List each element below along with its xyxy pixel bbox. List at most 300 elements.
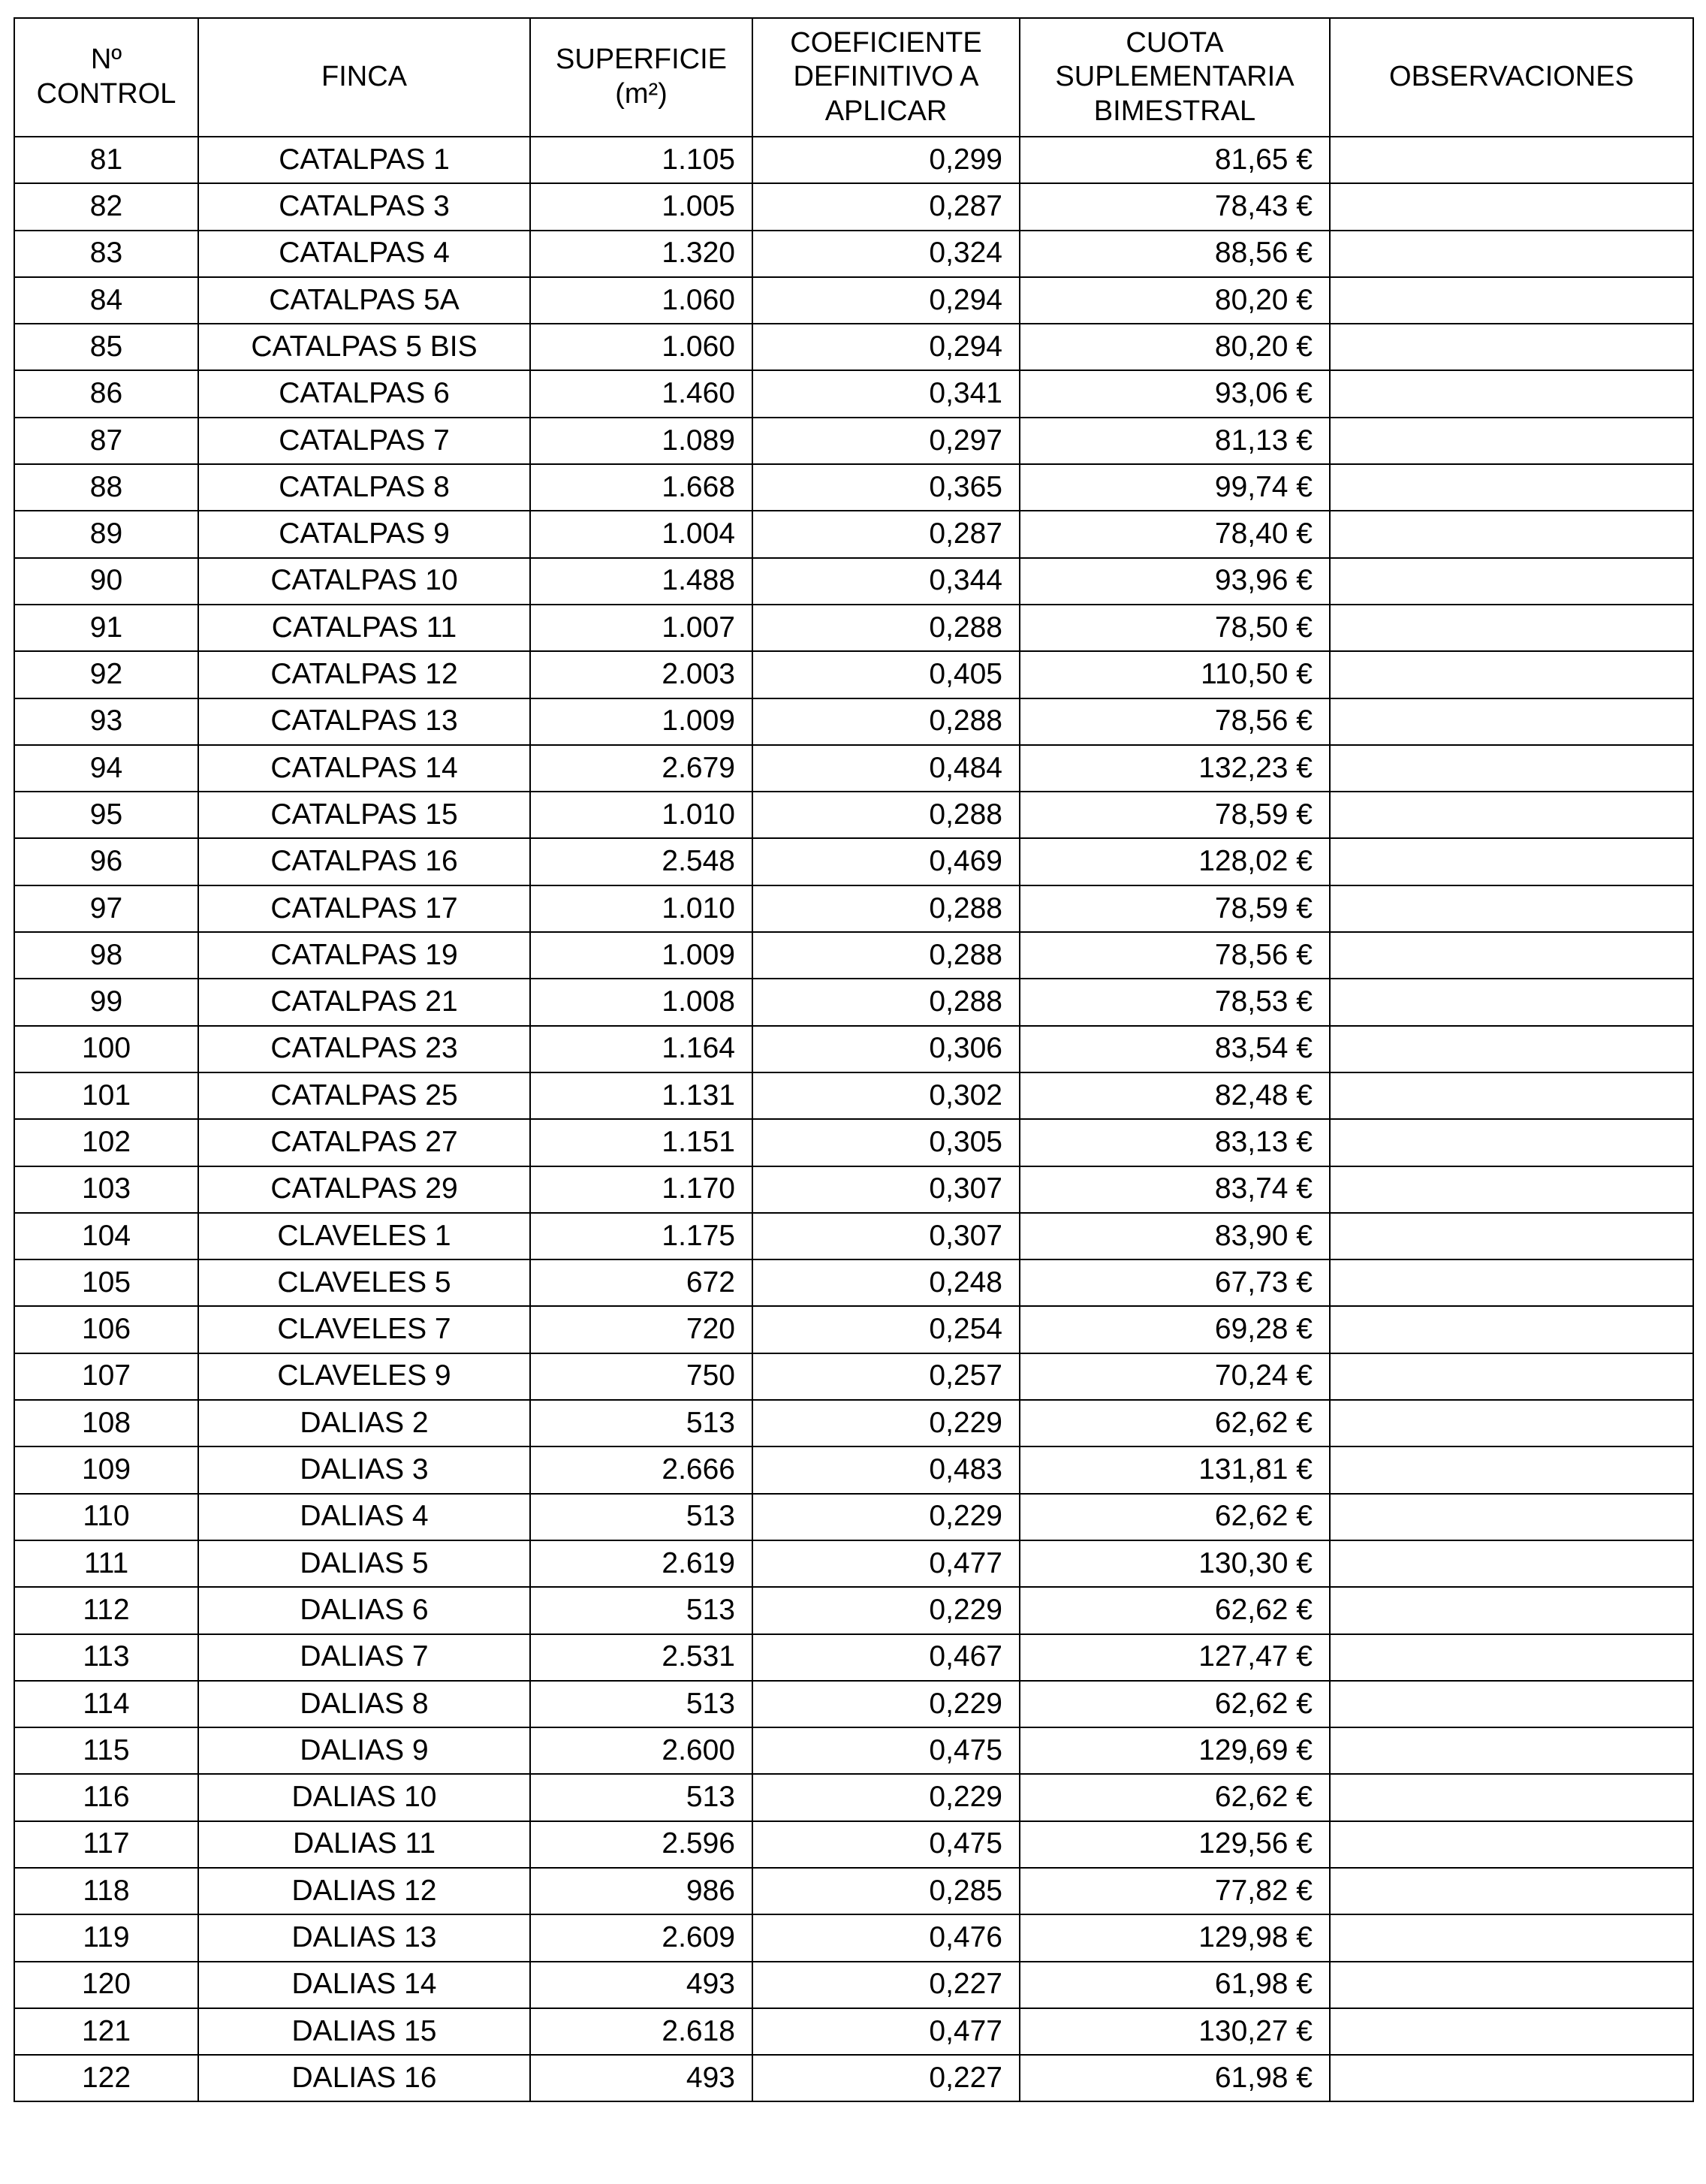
cell-observaciones (1330, 1727, 1693, 1774)
cell-superficie: 2.548 (530, 838, 752, 885)
header-cuota-line: CUOTA (1126, 26, 1224, 59)
cell-observaciones (1330, 2055, 1693, 2101)
header-cuota-line: SUPLEMENTARIA (1055, 61, 1295, 93)
header-finca-label: FINCA (321, 61, 407, 93)
cell-coeficiente: 0,305 (752, 1119, 1020, 1166)
cell-coeficiente: 0,227 (752, 2055, 1020, 2101)
table-row (14, 277, 1693, 324)
table-row (14, 2008, 1693, 2055)
cell-cuota: 83,90 € (1020, 1213, 1330, 1259)
cell-observaciones (1330, 885, 1693, 932)
cell-control: 104 (14, 1213, 198, 1259)
cell-finca: CATALPAS 5 BIS (198, 324, 530, 370)
cell-control: 93 (14, 698, 198, 745)
cell-cuota: 62,62 € (1020, 1494, 1330, 1540)
cell-coeficiente: 0,288 (752, 979, 1020, 1025)
cell-cuota: 93,96 € (1020, 558, 1330, 605)
table-row (14, 1962, 1693, 2008)
cell-control: 98 (14, 932, 198, 979)
cell-control: 118 (14, 1868, 198, 1914)
cell-cuota: 78,40 € (1020, 511, 1330, 557)
cell-observaciones (1330, 231, 1693, 277)
cell-cuota: 62,62 € (1020, 1774, 1330, 1821)
cell-observaciones (1330, 277, 1693, 324)
cell-observaciones (1330, 745, 1693, 792)
cell-superficie: 1.005 (530, 183, 752, 230)
cell-coeficiente: 0,288 (752, 698, 1020, 745)
cell-control: 90 (14, 558, 198, 605)
cell-superficie: 1.175 (530, 1213, 752, 1259)
cell-coeficiente: 0,477 (752, 2008, 1020, 2055)
table-row (14, 183, 1693, 230)
cell-cuota: 131,81 € (1020, 1446, 1330, 1493)
cell-control: 108 (14, 1400, 198, 1446)
cell-superficie: 1.460 (530, 370, 752, 417)
cell-finca: CATALPAS 9 (198, 511, 530, 557)
table-row (14, 231, 1693, 277)
cell-finca: CATALPAS 11 (198, 605, 530, 651)
header-coeficiente-line: APLICAR (824, 95, 948, 127)
cell-superficie: 2.619 (530, 1540, 752, 1587)
cell-coeficiente: 0,229 (752, 1774, 1020, 1821)
cell-observaciones (1330, 183, 1693, 230)
table-row (14, 464, 1693, 511)
cell-cuota: 80,20 € (1020, 324, 1330, 370)
cell-superficie: 1.060 (530, 277, 752, 324)
cell-finca: DALIAS 6 (198, 1587, 530, 1633)
cell-finca: CATALPAS 17 (198, 885, 530, 932)
table-row (14, 1821, 1693, 1868)
cell-control: 109 (14, 1446, 198, 1493)
cell-superficie: 1.008 (530, 979, 752, 1025)
table-row (14, 1727, 1693, 1774)
header-finca (198, 18, 530, 137)
cell-coeficiente: 0,254 (752, 1306, 1020, 1353)
cell-finca: DALIAS 11 (198, 1821, 530, 1868)
cell-superficie: 1.488 (530, 558, 752, 605)
cell-control: 115 (14, 1727, 198, 1774)
cell-observaciones (1330, 1821, 1693, 1868)
table-row (14, 1494, 1693, 1540)
cell-control: 111 (14, 1540, 198, 1587)
cell-finca: DALIAS 5 (198, 1540, 530, 1587)
cell-coeficiente: 0,467 (752, 1634, 1020, 1681)
cell-finca: DALIAS 8 (198, 1681, 530, 1727)
cell-observaciones (1330, 1774, 1693, 1821)
cell-observaciones (1330, 1072, 1693, 1119)
cell-cuota: 88,56 € (1020, 231, 1330, 277)
cell-superficie: 1.010 (530, 792, 752, 838)
cell-cuota: 78,56 € (1020, 698, 1330, 745)
cell-finca: CATALPAS 10 (198, 558, 530, 605)
cell-superficie: 2.531 (530, 1634, 752, 1681)
cell-cuota: 110,50 € (1020, 651, 1330, 698)
cell-cuota: 61,98 € (1020, 2055, 1330, 2101)
cell-cuota: 132,23 € (1020, 745, 1330, 792)
table-row (14, 1213, 1693, 1259)
table-row (14, 1026, 1693, 1072)
cell-superficie: 1.668 (530, 464, 752, 511)
cell-superficie: 2.618 (530, 2008, 752, 2055)
table-row (14, 1681, 1693, 1727)
cell-observaciones (1330, 1353, 1693, 1400)
cell-finca: CATALPAS 3 (198, 183, 530, 230)
cell-coeficiente: 0,405 (752, 651, 1020, 698)
cell-finca: DALIAS 2 (198, 1400, 530, 1446)
table-row (14, 745, 1693, 792)
cell-finca: DALIAS 14 (198, 1962, 530, 2008)
cell-cuota: 70,24 € (1020, 1353, 1330, 1400)
table-row (14, 324, 1693, 370)
cell-observaciones (1330, 137, 1693, 183)
cell-coeficiente: 0,294 (752, 324, 1020, 370)
cell-superficie: 1.060 (530, 324, 752, 370)
cell-control: 97 (14, 885, 198, 932)
cell-superficie: 986 (530, 1868, 752, 1914)
cell-finca: DALIAS 7 (198, 1634, 530, 1681)
table-row (14, 137, 1693, 183)
cell-cuota: 78,50 € (1020, 605, 1330, 651)
table-row (14, 1259, 1693, 1306)
cell-coeficiente: 0,248 (752, 1259, 1020, 1306)
cell-coeficiente: 0,229 (752, 1494, 1020, 1540)
cell-cuota: 129,56 € (1020, 1821, 1330, 1868)
cell-observaciones (1330, 1119, 1693, 1166)
cell-finca: CATALPAS 23 (198, 1026, 530, 1072)
header-cuota-line: BIMESTRAL (1093, 95, 1256, 127)
cell-superficie: 513 (530, 1494, 752, 1540)
cell-cuota: 78,59 € (1020, 792, 1330, 838)
cell-finca: DALIAS 15 (198, 2008, 530, 2055)
cell-observaciones (1330, 324, 1693, 370)
cell-control: 92 (14, 651, 198, 698)
cell-superficie: 1.089 (530, 418, 752, 464)
cell-coeficiente: 0,294 (752, 277, 1020, 324)
header-superficie (530, 18, 752, 137)
table-row (14, 1119, 1693, 1166)
table-row (14, 370, 1693, 417)
cell-control: 94 (14, 745, 198, 792)
cell-cuota: 62,62 € (1020, 1587, 1330, 1633)
cell-superficie: 2.600 (530, 1727, 752, 1774)
cell-cuota: 78,59 € (1020, 885, 1330, 932)
cell-control: 85 (14, 324, 198, 370)
cell-control: 119 (14, 1914, 198, 1961)
cell-finca: DALIAS 9 (198, 1727, 530, 1774)
cell-coeficiente: 0,483 (752, 1446, 1020, 1493)
cell-finca: CLAVELES 5 (198, 1259, 530, 1306)
cell-cuota: 78,43 € (1020, 183, 1330, 230)
table-body (14, 137, 1693, 2101)
table-row (14, 885, 1693, 932)
header-coeficiente-line: DEFINITIVO A (793, 61, 979, 93)
header-control (14, 18, 198, 137)
cell-coeficiente: 0,299 (752, 137, 1020, 183)
cell-cuota: 83,13 € (1020, 1119, 1330, 1166)
cell-observaciones (1330, 511, 1693, 557)
cell-cuota: 129,69 € (1020, 1727, 1330, 1774)
cell-finca: CATALPAS 4 (198, 231, 530, 277)
cell-observaciones (1330, 1259, 1693, 1306)
cell-observaciones (1330, 979, 1693, 1025)
table-row (14, 698, 1693, 745)
cell-observaciones (1330, 2008, 1693, 2055)
header-cuota (1020, 18, 1330, 137)
cell-finca: CLAVELES 7 (198, 1306, 530, 1353)
cell-coeficiente: 0,475 (752, 1821, 1020, 1868)
cell-cuota: 78,53 € (1020, 979, 1330, 1025)
fincas-table (14, 17, 1694, 2102)
cell-superficie: 2.609 (530, 1914, 752, 1961)
cell-cuota: 77,82 € (1020, 1868, 1330, 1914)
cell-superficie: 1.105 (530, 137, 752, 183)
cell-cuota: 82,48 € (1020, 1072, 1330, 1119)
cell-coeficiente: 0,229 (752, 1400, 1020, 1446)
cell-finca: DALIAS 13 (198, 1914, 530, 1961)
cell-coeficiente: 0,257 (752, 1353, 1020, 1400)
cell-superficie: 513 (530, 1587, 752, 1633)
cell-finca: DALIAS 16 (198, 2055, 530, 2101)
cell-observaciones (1330, 1166, 1693, 1213)
header-superficie-line: SUPERFICIE (555, 44, 728, 76)
cell-finca: CATALPAS 19 (198, 932, 530, 979)
table-row (14, 1540, 1693, 1587)
table-row (14, 651, 1693, 698)
cell-coeficiente: 0,306 (752, 1026, 1020, 1072)
cell-finca: CATALPAS 5A (198, 277, 530, 324)
cell-control: 88 (14, 464, 198, 511)
cell-observaciones (1330, 698, 1693, 745)
cell-control: 87 (14, 418, 198, 464)
cell-observaciones (1330, 1213, 1693, 1259)
table-row (14, 1446, 1693, 1493)
cell-cuota: 83,74 € (1020, 1166, 1330, 1213)
cell-superficie: 1.009 (530, 698, 752, 745)
cell-superficie: 1.010 (530, 885, 752, 932)
cell-finca: CATALPAS 29 (198, 1166, 530, 1213)
cell-superficie: 513 (530, 1774, 752, 1821)
cell-coeficiente: 0,476 (752, 1914, 1020, 1961)
cell-observaciones (1330, 605, 1693, 651)
cell-coeficiente: 0,477 (752, 1540, 1020, 1587)
cell-superficie: 1.131 (530, 1072, 752, 1119)
cell-coeficiente: 0,307 (752, 1213, 1020, 1259)
table-row (14, 1587, 1693, 1633)
cell-superficie: 493 (530, 1962, 752, 2008)
cell-control: 106 (14, 1306, 198, 1353)
cell-observaciones (1330, 1962, 1693, 2008)
cell-finca: CATALPAS 21 (198, 979, 530, 1025)
cell-superficie: 2.679 (530, 745, 752, 792)
cell-coeficiente: 0,297 (752, 418, 1020, 464)
cell-finca: CATALPAS 14 (198, 745, 530, 792)
cell-control: 96 (14, 838, 198, 885)
cell-control: 103 (14, 1166, 198, 1213)
cell-control: 107 (14, 1353, 198, 1400)
cell-observaciones (1330, 1540, 1693, 1587)
cell-observaciones (1330, 1400, 1693, 1446)
cell-finca: CATALPAS 16 (198, 838, 530, 885)
cell-control: 110 (14, 1494, 198, 1540)
table-row (14, 792, 1693, 838)
cell-observaciones (1330, 1914, 1693, 1961)
cell-coeficiente: 0,285 (752, 1868, 1020, 1914)
table-row (14, 1914, 1693, 1961)
cell-control: 81 (14, 137, 198, 183)
table-row (14, 511, 1693, 557)
cell-finca: CATALPAS 15 (198, 792, 530, 838)
cell-cuota: 99,74 € (1020, 464, 1330, 511)
cell-superficie: 1.009 (530, 932, 752, 979)
cell-cuota: 81,13 € (1020, 418, 1330, 464)
cell-observaciones (1330, 370, 1693, 417)
cell-superficie: 493 (530, 2055, 752, 2101)
cell-cuota: 130,30 € (1020, 1540, 1330, 1587)
cell-superficie: 1.004 (530, 511, 752, 557)
cell-finca: DALIAS 12 (198, 1868, 530, 1914)
cell-cuota: 129,98 € (1020, 1914, 1330, 1961)
header-coeficiente (752, 18, 1020, 137)
cell-finca: DALIAS 4 (198, 1494, 530, 1540)
cell-control: 84 (14, 277, 198, 324)
cell-observaciones (1330, 792, 1693, 838)
cell-coeficiente: 0,344 (752, 558, 1020, 605)
cell-finca: CATALPAS 8 (198, 464, 530, 511)
cell-observaciones (1330, 1634, 1693, 1681)
cell-cuota: 128,02 € (1020, 838, 1330, 885)
table-row (14, 1774, 1693, 1821)
table-row (14, 2055, 1693, 2101)
cell-cuota: 67,73 € (1020, 1259, 1330, 1306)
table-row (14, 838, 1693, 885)
cell-coeficiente: 0,287 (752, 511, 1020, 557)
cell-superficie: 1.164 (530, 1026, 752, 1072)
cell-coeficiente: 0,288 (752, 932, 1020, 979)
cell-cuota: 62,62 € (1020, 1400, 1330, 1446)
cell-finca: CLAVELES 1 (198, 1213, 530, 1259)
cell-coeficiente: 0,229 (752, 1681, 1020, 1727)
cell-finca: CATALPAS 1 (198, 137, 530, 183)
cell-control: 122 (14, 2055, 198, 2101)
table-row (14, 418, 1693, 464)
cell-cuota: 61,98 € (1020, 1962, 1330, 2008)
table-row (14, 1072, 1693, 1119)
cell-control: 86 (14, 370, 198, 417)
cell-cuota: 80,20 € (1020, 277, 1330, 324)
cell-superficie: 672 (530, 1259, 752, 1306)
cell-cuota: 81,65 € (1020, 137, 1330, 183)
cell-observaciones (1330, 1681, 1693, 1727)
cell-cuota: 78,56 € (1020, 932, 1330, 979)
cell-control: 101 (14, 1072, 198, 1119)
cell-coeficiente: 0,227 (752, 1962, 1020, 2008)
cell-superficie: 720 (530, 1306, 752, 1353)
cell-superficie: 2.003 (530, 651, 752, 698)
header-superficie-line: (m²) (615, 78, 668, 110)
cell-cuota: 127,47 € (1020, 1634, 1330, 1681)
cell-control: 113 (14, 1634, 198, 1681)
table-row (14, 1306, 1693, 1353)
cell-control: 116 (14, 1774, 198, 1821)
cell-control: 95 (14, 792, 198, 838)
header-observaciones (1330, 18, 1693, 137)
cell-coeficiente: 0,324 (752, 231, 1020, 277)
cell-control: 91 (14, 605, 198, 651)
cell-finca: CATALPAS 7 (198, 418, 530, 464)
cell-control: 105 (14, 1259, 198, 1306)
cell-control: 121 (14, 2008, 198, 2055)
cell-finca: DALIAS 3 (198, 1446, 530, 1493)
header-control-line: CONTROL (36, 78, 176, 110)
table-row (14, 605, 1693, 651)
cell-finca: DALIAS 10 (198, 1774, 530, 1821)
cell-coeficiente: 0,288 (752, 885, 1020, 932)
cell-coeficiente: 0,288 (752, 792, 1020, 838)
cell-coeficiente: 0,341 (752, 370, 1020, 417)
cell-finca: CLAVELES 9 (198, 1353, 530, 1400)
cell-observaciones (1330, 464, 1693, 511)
cell-observaciones (1330, 1494, 1693, 1540)
cell-coeficiente: 0,302 (752, 1072, 1020, 1119)
cell-coeficiente: 0,307 (752, 1166, 1020, 1213)
header-row (14, 18, 1693, 137)
header-control-line: Nº (90, 44, 122, 76)
cell-coeficiente: 0,229 (752, 1587, 1020, 1633)
cell-superficie: 1.151 (530, 1119, 752, 1166)
cell-superficie: 1.170 (530, 1166, 752, 1213)
cell-finca: CATALPAS 27 (198, 1119, 530, 1166)
cell-superficie: 513 (530, 1681, 752, 1727)
cell-observaciones (1330, 932, 1693, 979)
cell-finca: CATALPAS 25 (198, 1072, 530, 1119)
cell-superficie: 1.007 (530, 605, 752, 651)
cell-superficie: 513 (530, 1400, 752, 1446)
cell-cuota: 93,06 € (1020, 370, 1330, 417)
cell-cuota: 130,27 € (1020, 2008, 1330, 2055)
table-row (14, 1353, 1693, 1400)
cell-observaciones (1330, 1026, 1693, 1072)
cell-cuota: 62,62 € (1020, 1681, 1330, 1727)
cell-observaciones (1330, 418, 1693, 464)
cell-control: 112 (14, 1587, 198, 1633)
cell-coeficiente: 0,484 (752, 745, 1020, 792)
table-row (14, 932, 1693, 979)
cell-control: 100 (14, 1026, 198, 1072)
cell-observaciones (1330, 1587, 1693, 1633)
cell-control: 120 (14, 1962, 198, 2008)
cell-control: 99 (14, 979, 198, 1025)
table-row (14, 1868, 1693, 1914)
cell-coeficiente: 0,288 (752, 605, 1020, 651)
cell-coeficiente: 0,469 (752, 838, 1020, 885)
table-row (14, 558, 1693, 605)
cell-finca: CATALPAS 12 (198, 651, 530, 698)
cell-finca: CATALPAS 6 (198, 370, 530, 417)
cell-observaciones (1330, 1446, 1693, 1493)
cell-control: 89 (14, 511, 198, 557)
cell-control: 83 (14, 231, 198, 277)
cell-superficie: 2.596 (530, 1821, 752, 1868)
cell-coeficiente: 0,365 (752, 464, 1020, 511)
table-row (14, 979, 1693, 1025)
cell-finca: CATALPAS 13 (198, 698, 530, 745)
cell-control: 82 (14, 183, 198, 230)
cell-observaciones (1330, 838, 1693, 885)
cell-superficie: 1.320 (530, 231, 752, 277)
cell-control: 102 (14, 1119, 198, 1166)
table-row (14, 1166, 1693, 1213)
cell-cuota: 69,28 € (1020, 1306, 1330, 1353)
